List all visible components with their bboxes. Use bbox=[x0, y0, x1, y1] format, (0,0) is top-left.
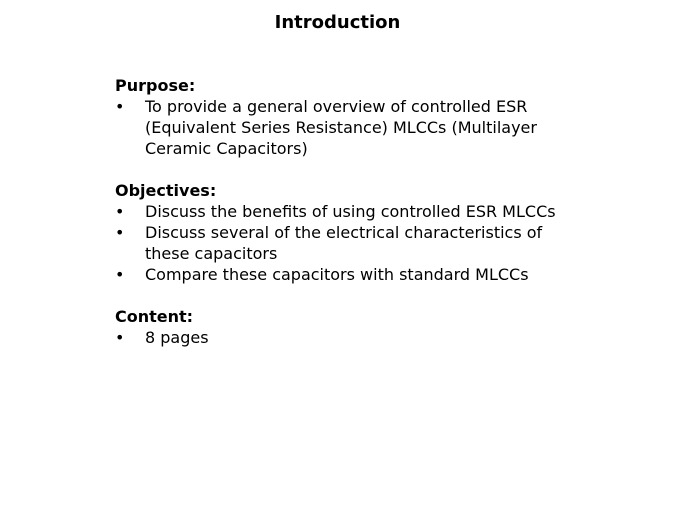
purpose-section bbox=[115, 75, 565, 159]
list-item bbox=[115, 96, 565, 159]
bullet-icon: • bbox=[115, 202, 125, 221]
bullet-list bbox=[115, 201, 565, 285]
section-heading: Content: bbox=[115, 307, 194, 326]
list-item-text: 8 pages bbox=[145, 328, 209, 347]
list-item bbox=[115, 222, 565, 264]
section-heading: Objectives: bbox=[115, 181, 217, 200]
slide-content bbox=[115, 75, 565, 369]
bullet-icon: • bbox=[115, 328, 125, 347]
list-item bbox=[115, 201, 565, 222]
list-item-text: Discuss several of the electrical characteristics of these capacitors bbox=[145, 223, 543, 263]
bullet-icon: • bbox=[115, 265, 125, 284]
list-item-text: Compare these capacitors with standard MLCCs bbox=[145, 265, 529, 284]
list-item-text: Discuss the benefits of using controlled ESR MLCCs bbox=[145, 202, 556, 221]
bullet-list bbox=[115, 96, 565, 159]
section-heading: Purpose: bbox=[115, 76, 196, 95]
list-item bbox=[115, 327, 565, 348]
list-item bbox=[115, 264, 565, 285]
content-section bbox=[115, 306, 565, 348]
bullet-list bbox=[115, 327, 565, 348]
bullet-icon: • bbox=[115, 97, 125, 116]
objectives-section bbox=[115, 180, 565, 285]
bullet-icon: • bbox=[115, 223, 125, 242]
list-item-text: To provide a general overview of controlled ESR (Equivalent Series Resistance) MLCCs (Multilayer Ceramic Capacitors) bbox=[145, 97, 537, 158]
page-title: Introduction bbox=[274, 12, 401, 33]
